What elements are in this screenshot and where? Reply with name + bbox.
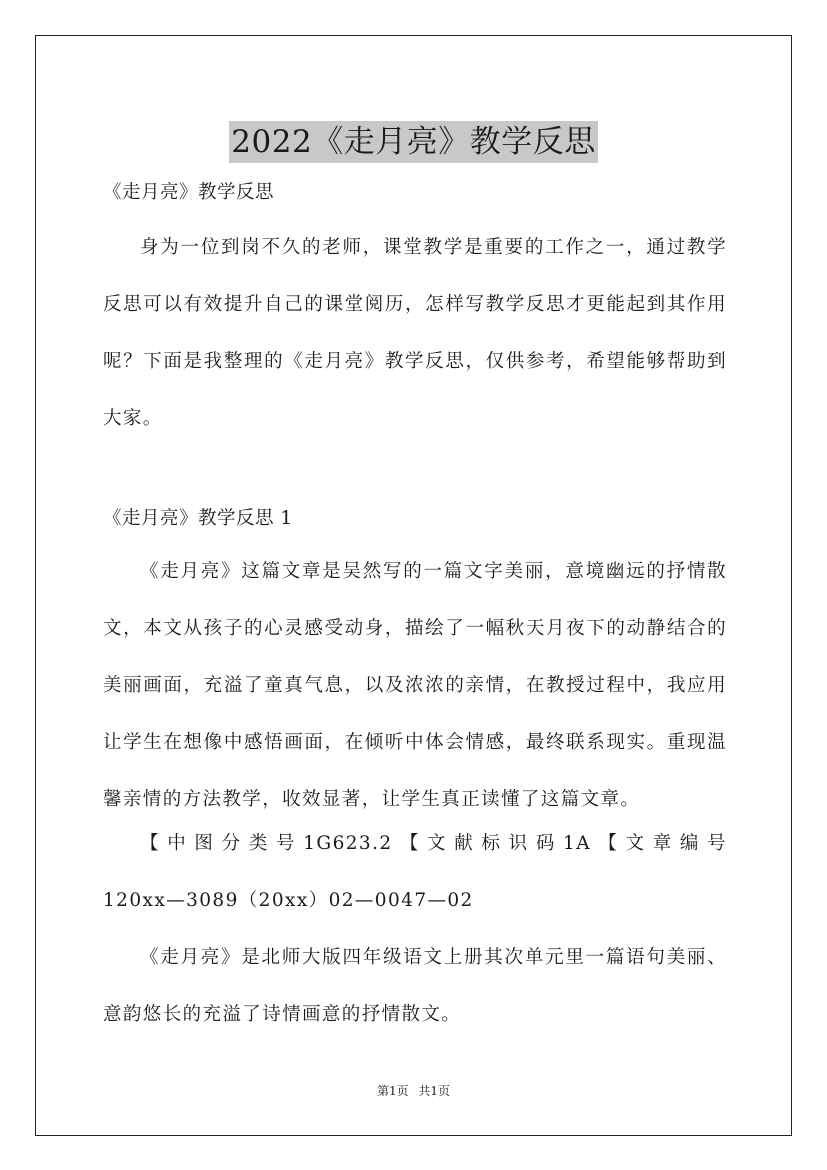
intro-heading: 《走月亮》教学反思	[103, 182, 275, 203]
page-footer	[0, 1083, 827, 1099]
document-title: 2022《走月亮》教学反思	[229, 121, 597, 163]
section-paragraph: 《走月亮》这篇文章是吴然写的一篇文字美丽，意境幽远的抒情散文，本文从孩子的心灵感受动身，描绘了一幅秋天月夜下的动静结合的美丽画面，充溢了童真气息，以及浓浓的亲情，在教授过程中，我应用让学生在想像中感悟画面，在倾听中体会情感，最终联系现实。重现温馨亲情的方法教学，收效显著，让学生真正读懂了这篇文章。	[103, 561, 727, 810]
section-heading: 《走月亮》教学反思 1	[103, 508, 293, 529]
section-paragraph-2: 《走月亮》是北师大版四年级语文上册其次单元里一篇语句美丽、意韵悠长的充溢了诗情画意的抒情散文。	[103, 947, 727, 1025]
classification-meta: 【 中 图 分 类 号 1G623.2 【 文 献 标 识 码 1A 【 文 章 编 号 120xx—3089（20xx）02—0047—02	[103, 833, 727, 911]
intro-paragraph: 身为一位到岗不久的老师，课堂教学是重要的工作之一，通过教学反思可以有效提升自己的课堂阅历，怎样写教学反思才更能起到其作用呢？下面是我整理的《走月亮》教学反思，仅供参考，希望能够帮助到大家。	[103, 237, 727, 429]
page-total: 共1页	[418, 1084, 451, 1098]
page-number: 第1页	[376, 1084, 409, 1098]
title-container	[0, 100, 827, 184]
